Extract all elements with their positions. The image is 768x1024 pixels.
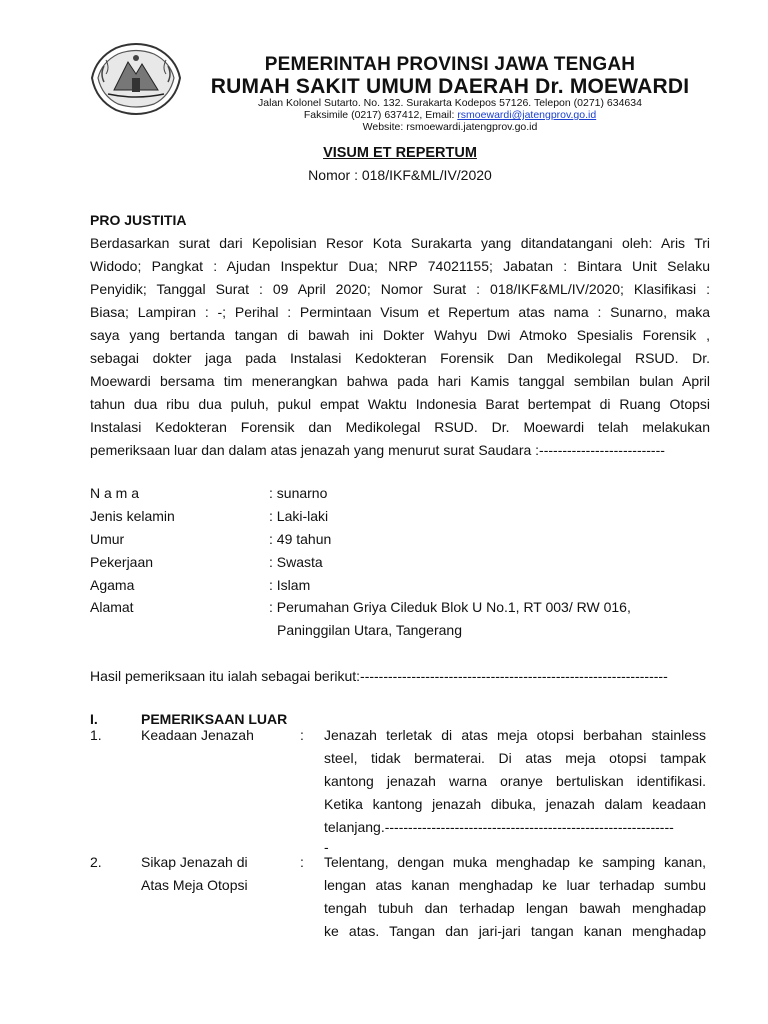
province-emblem-logo bbox=[86, 38, 186, 118]
letterhead-organization-line2: RUMAH SAKIT UMUM DAERAH Dr. MOEWARDI bbox=[210, 75, 690, 98]
identity-label-address: Alamat bbox=[90, 599, 134, 615]
fax-text: Faksimile (0217) 637412, Email: bbox=[303, 109, 458, 121]
intro-line: saya yang bertanda tangan di bawah ini Dokter Wahyu Dwi Atmoko Spesialis Forensik , bbox=[90, 327, 710, 343]
identity-value-sex: : Laki-laki bbox=[269, 508, 329, 524]
intro-line: Biasa; Lampiran : -; Perihal : Permintaan Visum et Repertum atas nama : Sunarno, maka bbox=[90, 304, 710, 320]
intro-line: Instalasi Kedokteran Forensik dan Medikolegal RSUD. Dr. Moewardi telah melakukan bbox=[90, 419, 710, 435]
document-title: VISUM ET REPERTUM bbox=[323, 145, 477, 161]
intro-line: Moewardi bersama tim menerangkan bahwa pada hari Kamis tanggal sembilan bulan April bbox=[90, 373, 710, 389]
item-colon: : bbox=[300, 854, 304, 870]
item-text-line: Telentang, dengan muka menghadap ke samping kanan, bbox=[324, 854, 706, 870]
item-text-line: - bbox=[324, 839, 329, 855]
results-intro: Hasil pemeriksaan itu ialah sebagai berikut:------------------------------------------------------------------ bbox=[90, 668, 668, 684]
item-text-line: Ketika kantong jenazah dibuka, jenazah dalam keadaan bbox=[324, 796, 706, 812]
identity-value-address: : Perumahan Griya Cileduk Blok U No.1, RT 003/ RW 016, bbox=[269, 599, 631, 615]
identity-label-sex: Jenis kelamin bbox=[90, 508, 175, 524]
intro-line: Widodo; Pangkat : Ajudan Inspektur Dua; NRP 74021155; Jabatan : Bintara Unit Selaku bbox=[90, 258, 710, 274]
identity-value-occupation: : Swasta bbox=[269, 554, 323, 570]
item-text-line: ke atas. Tangan dan jari-jari tangan kanan menghadap bbox=[324, 923, 706, 939]
item-label: Keadaan Jenazah bbox=[141, 727, 254, 743]
item-colon: : bbox=[300, 727, 304, 743]
item-text-line: steel, tidak bermaterai. Di atas meja otopsi tampak bbox=[324, 750, 706, 766]
item-text-line: Jenazah terletak di atas meja otopsi berbahan stainless bbox=[324, 727, 706, 743]
identity-label-occupation: Pekerjaan bbox=[90, 554, 154, 570]
section-title: PEMERIKSAAN LUAR bbox=[141, 711, 288, 727]
document-number: Nomor : 018/IKF&ML/IV/2020 bbox=[308, 167, 492, 183]
item-text-line: telanjang.-------------------------------------------------------------- bbox=[324, 819, 674, 835]
letterhead-address: Jalan Kolonel Sutarto. No. 132. Surakarta Kodepos 57126. Telepon (0271) 634634 bbox=[258, 97, 642, 109]
identity-label-name: N a m a bbox=[90, 485, 140, 501]
item-text-line: tengah tubuh dan terhadap lengan bawah menghadap bbox=[324, 900, 706, 916]
item-number: 2. bbox=[90, 854, 102, 870]
item-text-line: kantong jenazah warna oranye bertuliskan identifikasi. bbox=[324, 773, 706, 789]
letterhead-website: Website: rsmoewardi.jatengprov.go.id bbox=[362, 121, 538, 133]
intro-line: Berdasarkan surat dari Kepolisian Resor Kota Surakarta yang ditandatangani oleh: Aris Tri bbox=[90, 235, 710, 251]
intro-line: sebagai dokter jaga pada Instalasi Kedokteran Forensik Dan Medikolegal RSUD. Dr. bbox=[90, 350, 710, 366]
identity-value-age: : 49 tahun bbox=[269, 531, 332, 547]
letterhead-organization-line1: PEMERINTAH PROVINSI JAWA TENGAH bbox=[264, 54, 636, 75]
identity-label-age: Umur bbox=[90, 531, 125, 547]
identity-label-religion: Agama bbox=[90, 577, 135, 593]
pro-justitia-heading: PRO JUSTITIA bbox=[90, 212, 187, 228]
identity-value-religion: : Islam bbox=[269, 577, 311, 593]
item-text-line: lengan atas kanan menghadap ke luar terhadap sumbu bbox=[324, 877, 706, 893]
intro-line: tahun dua ribu dua puluh, pukul empat Waktu Indonesia Barat bertempat di Ruang Otopsi bbox=[90, 396, 710, 412]
section-number: I. bbox=[90, 711, 98, 727]
identity-value-address-continuation: Paninggilan Utara, Tangerang bbox=[277, 622, 462, 638]
identity-value-name: : sunarno bbox=[269, 485, 328, 501]
email-link[interactable]: rsmoewardi@jatengprov.go.id bbox=[457, 109, 597, 121]
intro-line: pemeriksaan luar dan dalam atas jenazah yang menurut surat Saudara :--------------------------- bbox=[90, 442, 665, 458]
intro-line: Penyidik; Tanggal Surat : 09 April 2020; Nomor Surat : 018/IKF&ML/IV/2020; Klasifikasi : bbox=[90, 281, 710, 297]
item-label: Sikap Jenazah di bbox=[141, 854, 248, 870]
item-label: Atas Meja Otopsi bbox=[141, 877, 248, 893]
item-number: 1. bbox=[90, 727, 102, 743]
